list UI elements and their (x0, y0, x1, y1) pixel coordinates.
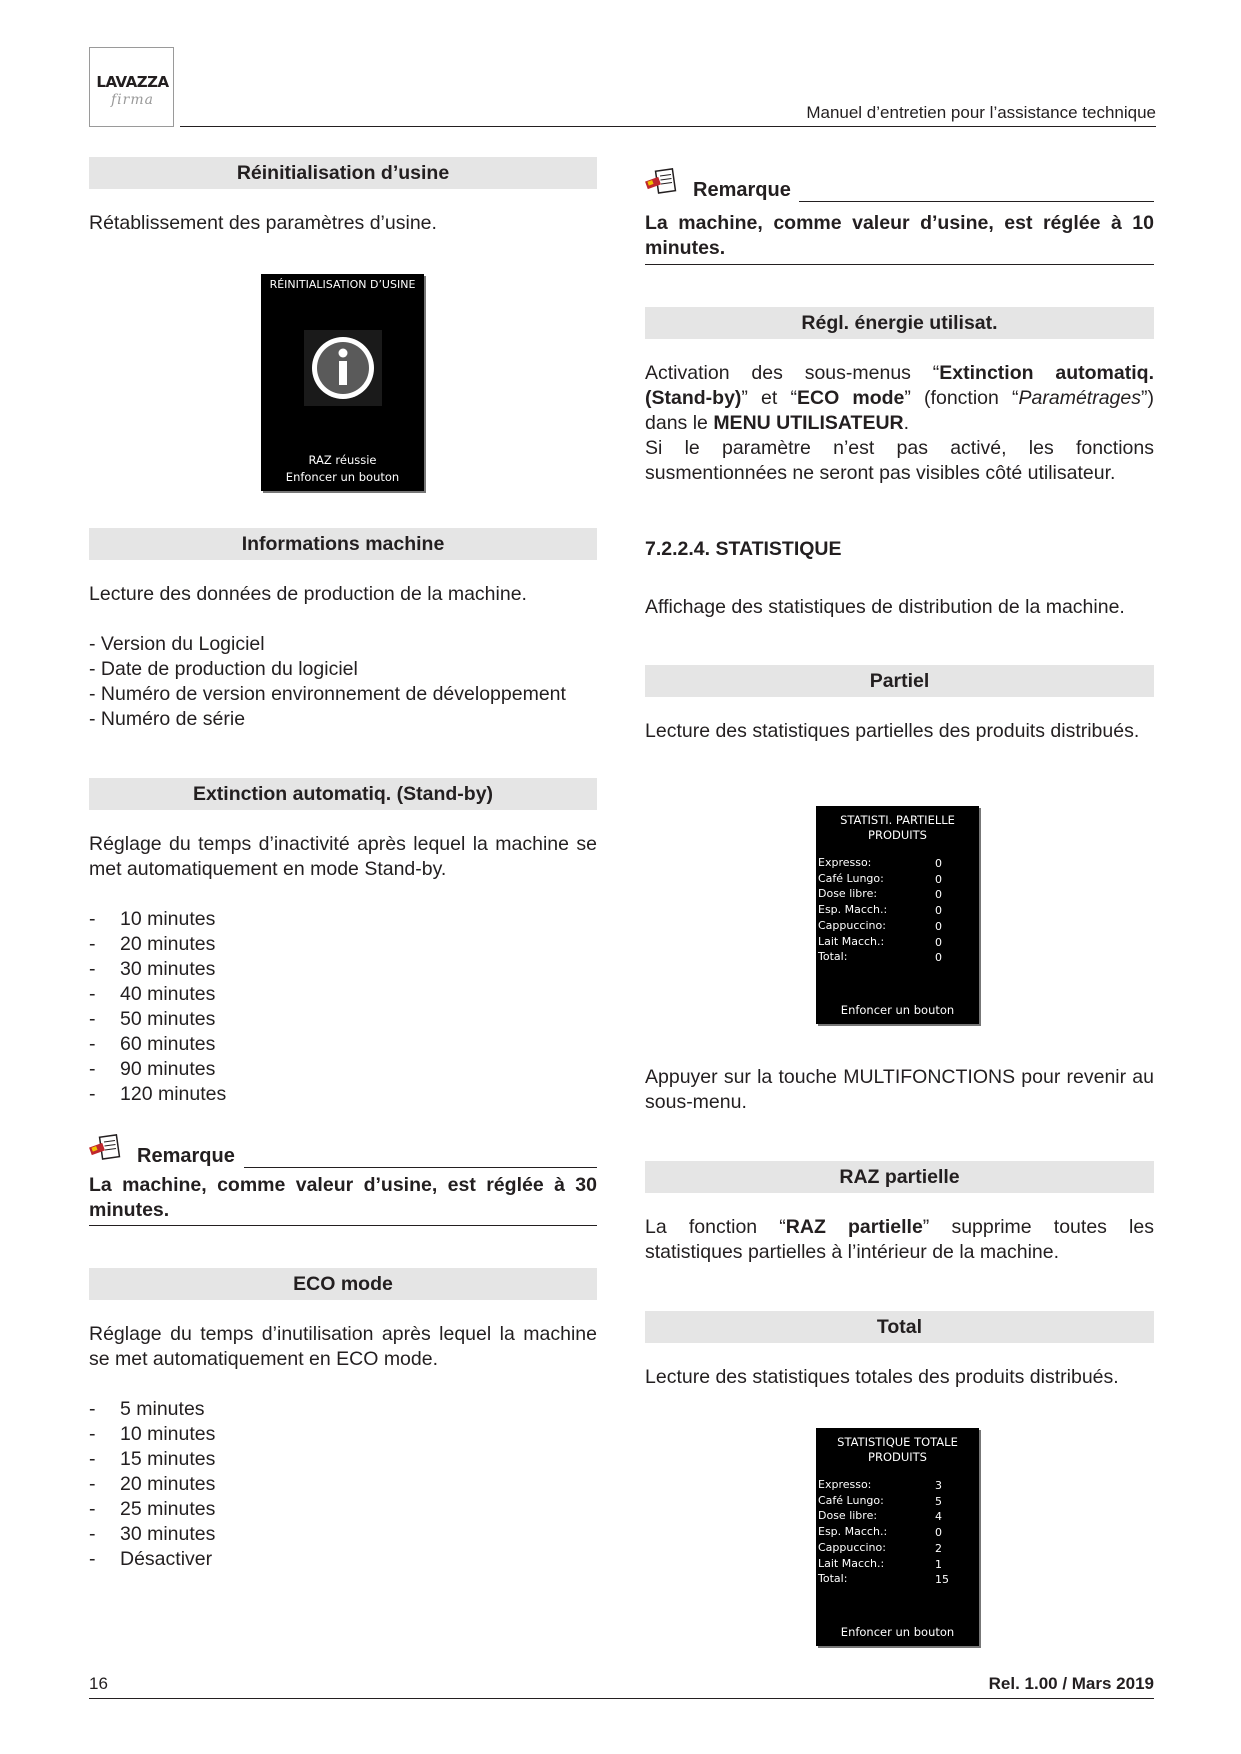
note-text-left: La machine, comme valeur d’usine, est réglée à 30 minutes. (89, 1174, 597, 1221)
screen-subtitle: PRODUITS (868, 828, 927, 842)
eco-mode-text: Réglage du temps d’inutilisation après lequel la machine se met automatiquement en ECO mode. (89, 1323, 597, 1370)
stat-label: Total: (818, 1572, 848, 1586)
list-item: - 90 minutes (89, 1057, 597, 1082)
stat-label: Expresso: (818, 856, 872, 869)
stat-value: 1 (935, 1557, 942, 1571)
stat-value: 15 (935, 1573, 949, 1587)
stat-label: Lait Macch.: (818, 934, 885, 948)
list-item: - 60 minutes (89, 1032, 597, 1057)
note-header-left (89, 1134, 597, 1169)
eco-options-list (89, 1397, 597, 1572)
list-item: - 15 minutes (89, 1447, 597, 1472)
list-item: - Version du Logiciel (89, 633, 265, 655)
factory-reset-text: Rétablissement des paramètres d’usine. (89, 212, 437, 234)
stat-label: Dose libre: (818, 1509, 878, 1523)
screen-prompt: Enfoncer un bouton (840, 1625, 955, 1639)
stat-label: Esp. Macch.: (818, 1525, 888, 1539)
section-heading-partial: Partiel (645, 665, 1154, 697)
multifunction-instruction: Appuyer sur la touche MULTIFONCTIONS pour revenir au sous-menu. (645, 1066, 1154, 1113)
brand-logo (89, 47, 174, 127)
list-item: - 10 minutes (89, 907, 597, 932)
screen-subtitle: PRODUITS (868, 1450, 927, 1464)
stat-value: 0 (935, 919, 942, 933)
page-number: 16 (89, 1674, 108, 1693)
list-item: - 30 minutes (89, 957, 597, 982)
note-header-right (645, 168, 1154, 203)
factory-reset-screen (261, 274, 424, 491)
stat-label: Cappuccino: (818, 918, 886, 932)
list-item: - Date de production du logiciel (89, 658, 358, 680)
machine-info-text: Lecture des données de production de la machine. (89, 583, 527, 605)
list-item: - 5 minutes (89, 1397, 597, 1422)
note-icon (645, 168, 677, 196)
raz-text: La fonction “RAZ partielle” supprime toutes les statistiques partielles à l’intérieur de la machine. (645, 1216, 1154, 1263)
section-heading-factory-reset: Réinitialisation d’usine (89, 157, 597, 189)
section-heading-machine-info: Informations machine (89, 528, 597, 560)
section-heading-energy: Régl. énergie utilisat. (645, 307, 1154, 339)
screen-status: RAZ réussie (308, 453, 377, 467)
stat-value: 5 (935, 1494, 942, 1508)
machine-info-list (89, 632, 597, 732)
stat-value: 0 (935, 857, 942, 870)
release-info: Rel. 1.00 / Mars 2019 (988, 1674, 1154, 1693)
standby-options-list (89, 907, 597, 1107)
header-divider (180, 126, 1156, 127)
list-item: - 50 minutes (89, 1007, 597, 1032)
screen-title: RÉINITIALISATION D’USINE (269, 278, 416, 291)
stat-value: 0 (935, 872, 942, 886)
note-bottom-rule (89, 1225, 597, 1226)
list-item: - 40 minutes (89, 982, 597, 1007)
partial-stats-screen (816, 806, 979, 1024)
list-item: - 10 minutes (89, 1422, 597, 1447)
section-heading-raz: RAZ partielle (645, 1161, 1154, 1193)
list-item: - 20 minutes (89, 932, 597, 957)
stat-value: 4 (935, 1510, 942, 1524)
stat-value: 0 (935, 904, 942, 918)
document-title: Manuel d’entretien pour l’assistance technique (806, 103, 1156, 122)
note-label: Remarque (137, 1145, 235, 1167)
stat-value: 0 (935, 951, 942, 965)
footer-divider (89, 1698, 1154, 1699)
screen-title: STATISTI. PARTIELLE (840, 813, 955, 827)
standby-text: Réglage du temps d’inactivité après lequel la machine se met automatiquement en mode Stand-by. (89, 833, 597, 880)
stat-label: Esp. Macch.: (818, 903, 888, 917)
list-item: - 20 minutes (89, 1472, 597, 1497)
note-label: Remarque (693, 179, 791, 201)
section-heading-eco-mode: ECO mode (89, 1268, 597, 1300)
list-item: - Numéro de série (89, 708, 246, 730)
total-text: Lecture des statistiques totales des produits distribués. (645, 1366, 1119, 1388)
stat-label: Café Lungo: (818, 871, 884, 885)
stat-label: Cappuccino: (818, 1540, 886, 1554)
stat-label: Total: (818, 950, 848, 964)
logo-subtitle: firma (111, 92, 154, 108)
stat-label: Dose libre: (818, 887, 878, 901)
list-item: - Numéro de version environnement de développement (89, 683, 566, 705)
screen-prompt: Enfoncer un bouton (285, 470, 400, 484)
stat-value: 0 (935, 888, 942, 902)
note-rule (244, 1167, 597, 1168)
list-item: - Désactiver (89, 1547, 597, 1572)
info-icon (304, 330, 382, 406)
list-item: - 25 minutes (89, 1497, 597, 1522)
list-item: - 30 minutes (89, 1522, 597, 1547)
stat-label: Café Lungo: (818, 1493, 884, 1507)
section-title-statistique: 7.2.2.4. STATISTIQUE (645, 538, 842, 560)
screen-title: STATISTIQUE TOTALE (837, 1435, 958, 1449)
stat-value: 0 (935, 935, 942, 949)
stat-value: 2 (935, 1541, 942, 1555)
screen-prompt: Enfoncer un bouton (840, 1003, 955, 1017)
section-heading-total: Total (645, 1311, 1154, 1343)
section-heading-standby: Extinction automatiq. (Stand-by) (89, 778, 597, 810)
stat-label: Lait Macch.: (818, 1556, 885, 1570)
note-bottom-rule (645, 264, 1154, 265)
stat-value: 0 (935, 1526, 942, 1540)
energy-text: Activation des sous-menus “Extinction automatiq. (Stand-by)” et “ECO mode” (fonction “Paramétrages”) dans le MENU UTILISATEUR. Si le paramètre n’est pas activé, les fonctions susmentionnées ne seront pas visibles côté utilisateur. (645, 362, 1154, 484)
total-stats-screen (816, 1428, 979, 1646)
partial-text: Lecture des statistiques partielles des produits distribués. (645, 720, 1140, 742)
list-item: - 120 minutes (89, 1082, 597, 1107)
note-icon (89, 1134, 121, 1162)
statistique-text: Affichage des statistiques de distribution de la machine. (645, 596, 1125, 618)
note-rule (799, 201, 1154, 202)
stat-label: Expresso: (818, 1478, 872, 1491)
logo-wordmark: LAVAZZA (96, 73, 169, 91)
stat-value: 3 (935, 1479, 942, 1492)
note-text-right: La machine, comme valeur d’usine, est réglée à 10 minutes. (645, 212, 1154, 259)
